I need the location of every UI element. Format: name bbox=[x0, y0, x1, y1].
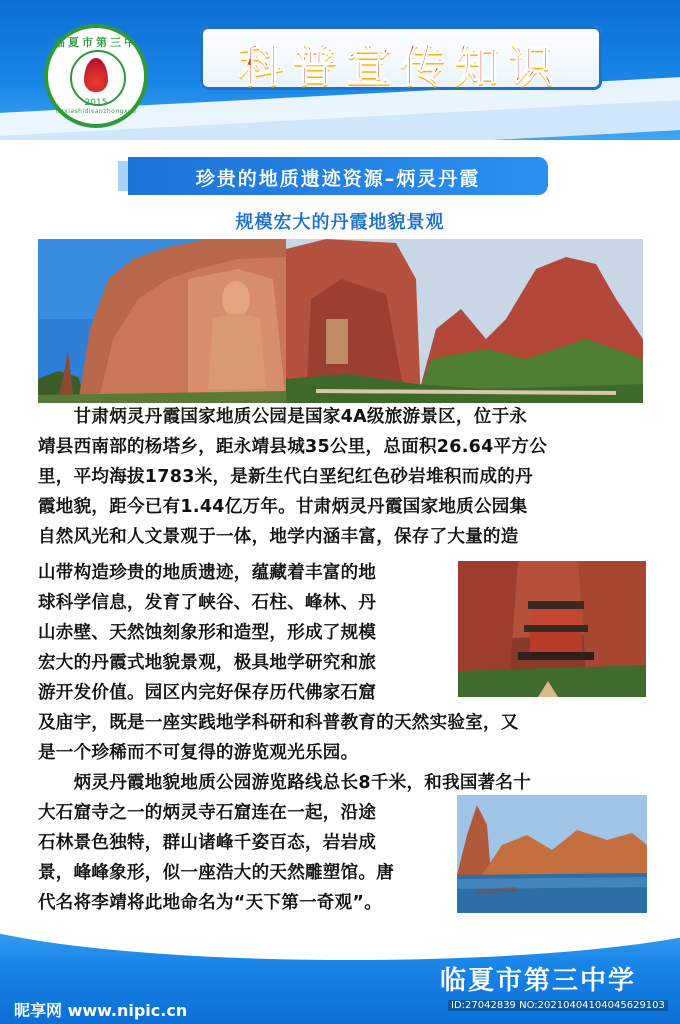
text-line: 是一个珍稀而不可复得的游览观光乐园。 bbox=[38, 743, 359, 763]
temple-photo bbox=[458, 561, 646, 697]
logo-top-text: 临夏市第三中 bbox=[54, 36, 138, 49]
text-line: 代名将李靖将此地命名为“天下第一奇观”。 bbox=[38, 893, 383, 913]
text-line: 石林景色独特，群山诸峰千姿百态，岩岩成 bbox=[38, 833, 377, 853]
watermark-id: ID:27042839 NO:20210404104045629103 bbox=[448, 1000, 668, 1011]
text-line: 自然风光和人文景观于一体，地学内涵丰富，保存了大量的造 bbox=[38, 527, 519, 547]
school-logo bbox=[44, 24, 148, 128]
watermark-site: 昵享网 www.nipic.cn bbox=[14, 1001, 188, 1020]
text-line: 山带构造珍贵的地质遗迹，蕴藏着丰富的地 bbox=[38, 563, 377, 583]
subtitle: 珍贵的地质遗迹资源–炳灵丹霞 bbox=[195, 168, 481, 190]
text-line: 宏大的丹霞式地貌景观，极具地学研究和旅 bbox=[38, 653, 377, 673]
text-line: 霞地貌，距今已有1.44亿万年。甘肃炳灵丹霞国家地质公园集 bbox=[38, 497, 528, 517]
text-line: 甘肃炳灵丹霞国家地质公园是国家4A级旅游景区，位于永 bbox=[38, 407, 528, 427]
text-line: 球科学信息，发育了峡谷、石柱、峰林、丹 bbox=[38, 593, 377, 613]
footer-curve bbox=[0, 920, 680, 960]
red-cliffs-photo bbox=[286, 239, 643, 403]
lake-peaks-photo bbox=[457, 795, 647, 913]
logo-bottom-text: linxiashidisanzhongxue bbox=[55, 108, 137, 115]
text-line: 炳灵丹霞地貌地质公园游览路线总长8千米，和我国著名十 bbox=[38, 773, 532, 793]
text-line: 里，平均海拔1783米，是新生代白垩纪红色砂岩堆积而成的丹 bbox=[38, 467, 533, 487]
text-line: 山赤壁、天然蚀刻象形和造型，形成了规模 bbox=[38, 623, 377, 643]
text-line: 靖县西南部的杨塔乡，距永靖县城35公里，总面积26.64平方公 bbox=[38, 437, 548, 457]
logo-year: 2015 bbox=[84, 98, 108, 108]
page-title: 科普宣传知识 bbox=[239, 41, 563, 92]
text-line: 景，峰峰象形，似一座浩大的天然雕塑馆。唐 bbox=[38, 863, 394, 883]
school-name: 临夏市第三中学 bbox=[440, 966, 637, 996]
section-heading: 规模宏大的丹霞地貌景观 bbox=[235, 212, 445, 233]
buddha-cliff-photo bbox=[38, 239, 286, 403]
text-line: 大石窟寺之一的炳灵寺石窟连在一起，沿途 bbox=[38, 803, 377, 823]
text-line: 及庙宇，既是一座实践地学科研和科普教育的天然实验室，又 bbox=[38, 713, 519, 733]
text-line: 游开发价值。园区内完好保存历代佛家石窟 bbox=[38, 683, 377, 703]
